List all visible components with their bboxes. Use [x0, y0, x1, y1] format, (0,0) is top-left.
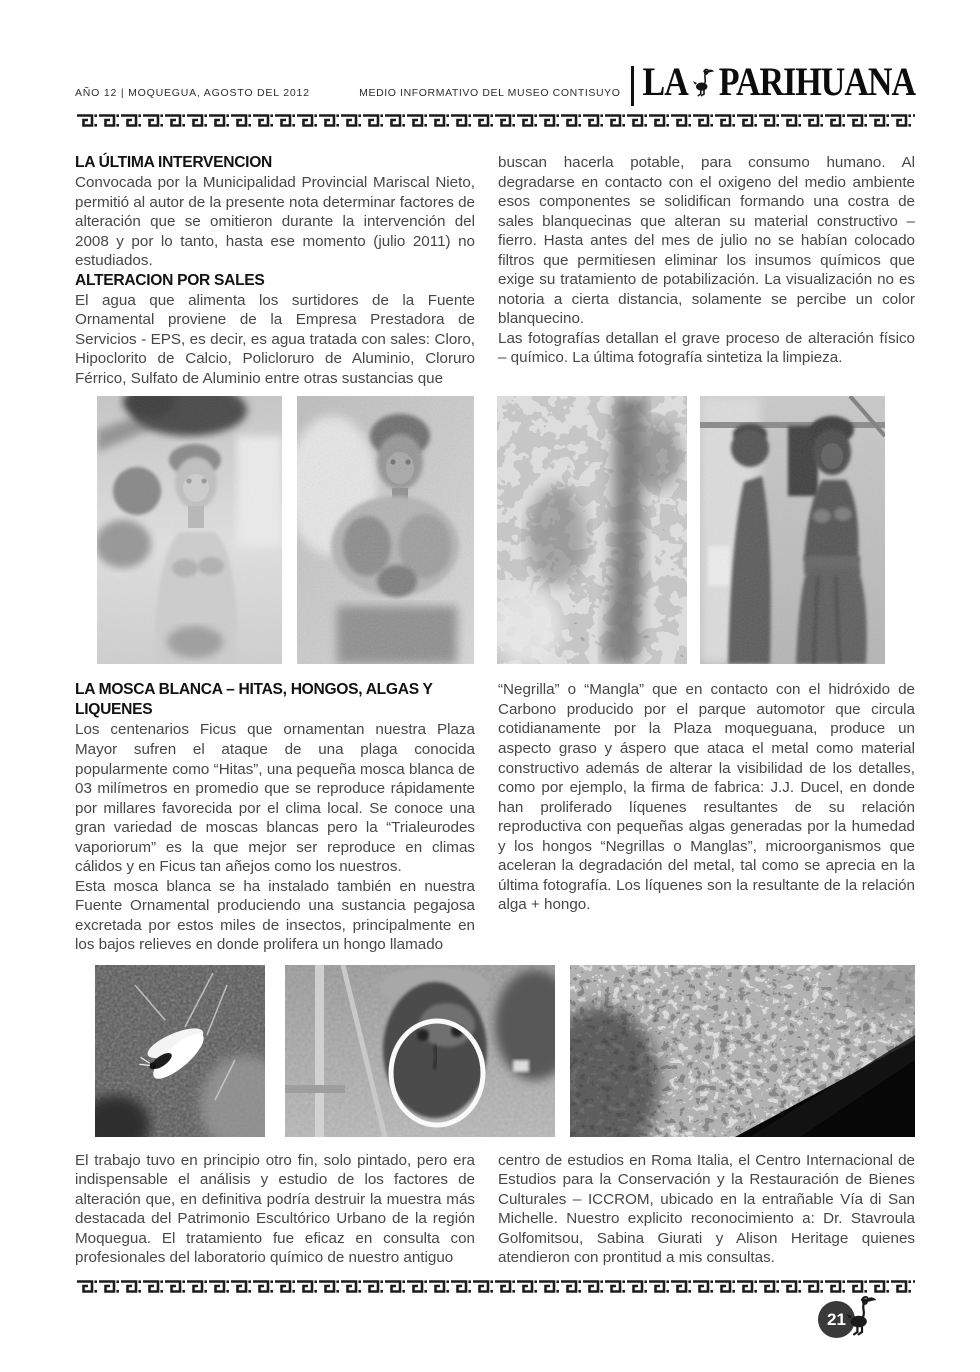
footer — [0, 1299, 980, 1351]
photo-mosca-blanca — [95, 965, 265, 1137]
masthead — [75, 60, 915, 106]
heading-alteracion-por-sales: ALTERACION POR SALES — [75, 271, 265, 289]
masthead-right — [359, 60, 915, 106]
paragraph: “Negrilla” o “Mangla” que en contacto con el hidróxido de Carbono producido por el parque automotor que circula cotidianamente por la Plaza moqueguana, produce un aspecto graso y áspero que ataca el metal como material constructivo además de alterar la visibilidad de los detalles, como por ejemplo, la firma de fabrica: J.J. Ducel, en donde han proliferado líquenes resultantes de su relación reproductiva con pequeñas algas generadas por la humedad y los hongos “Negrillas o Manglas”, microorganismos que aceleran la degradación del metal, tal como se aprecia en la última fotografía. Los líquenes son la resultante de la relación alga + hongo. — [498, 681, 915, 914]
photo-row-detalles — [75, 965, 915, 1137]
column-left — [75, 153, 475, 388]
issue-info: AÑO 12 | MOQUEGUA, AGOSTO DEL 2012 — [75, 87, 310, 99]
parihuana-bird-icon — [845, 1293, 879, 1342]
parihuana-bird-icon — [692, 67, 716, 102]
photo-statue-dark-figures — [700, 396, 885, 664]
section-intervencion — [75, 153, 915, 388]
logo-article: LA — [642, 60, 688, 105]
column-left — [75, 680, 475, 954]
paragraph: Las fotografías detallan el grave proceso de alteración físico – químico. La última fotografía sintetiza la limpieza. — [498, 329, 915, 367]
column-right — [498, 680, 915, 954]
logo-name: PARIHUANA — [718, 60, 915, 105]
column-right — [498, 153, 915, 388]
heading-ultima-intervencion: LA ÚLTIMA INTERVENCION — [75, 154, 272, 171]
paragraph: centro de estudios en Roma Italia, el Centro Internacional de Estudios para la Conservación y la Restauración de Bienes Culturales – ICCROM, ubicado en la entrañable Vía di San Michelle. Nuestro explicito reconocimiento a: Dr. Stavroula Golfomitsou, Sabina Giurati y Alison Heritage quienes atendieron con prontitud a mis consultas. — [498, 1151, 915, 1267]
tagline: MEDIO INFORMATIVO DEL MUSEO CONTISUYO — [359, 87, 621, 99]
photo-row-statues — [75, 396, 915, 664]
paragraph: El agua que alimenta los surtidores de la Fuente Ornamental proviene de la Empresa Prestadora de Servicios - EPS, es decir, es agua tratada con sales: Cloro, Hipoclorito de Calcio, Policloruro de Aluminio, Cloruro Férrico, Sulfato de Aluminio entre otras sustancias que — [75, 291, 475, 387]
page-number-badge — [818, 1299, 888, 1351]
andean-fret-border-bottom — [75, 1278, 915, 1295]
column-left — [75, 1151, 475, 1268]
photo-mascaron-circulo — [285, 965, 555, 1137]
photo-statue-bust-front — [97, 396, 282, 664]
paragraph: Esta mosca blanca se ha instalado también en nuestra Fuente Ornamental produciendo una sustancia pegajosa excretada por estos miles de insectos, principalmente en los bajos relieves en donde prolifera un hongo llamado — [75, 877, 475, 954]
column-right — [498, 1151, 915, 1268]
page-number: 21 — [818, 1301, 855, 1338]
paragraph: Convocada por la Municipalidad Provincial Mariscal Nieto, permitió al autor de la presente nota determinar factores de alteración que se omitieron durante la intervención del 2008 y por lo tanto, hasta ese momento (julio 2011) no estudiados. — [75, 174, 475, 270]
heading-mosca-blanca: LA MOSCA BLANCA – HITAS, HONGOS, ALGAS Y LIQUENES — [75, 681, 433, 719]
photo-statue-drapery-detail — [497, 396, 687, 664]
section-mosca-blanca — [75, 680, 915, 954]
paragraph: buscan hacerla potable, para consumo humano. Al degradarse en contacto con el oxigeno del medio ambiente esos componentes se solidifican formando una costra de sales blanquecinas que alteran su material constructivo –fierro. Hasta antes del mes de julio no se habían colocado filtros que permitiesen eliminar los insumos químicos que exige su tratamiento de potabilización. La visualización no es notoria a cierta distancia, solamente se percibe un color blanquecino. — [498, 154, 915, 328]
section-tratamiento — [75, 1151, 915, 1268]
paragraph: Los centenarios Ficus que ornamentan nuestra Plaza Mayor sufren el ataque de una plaga conocida popularmente como “Hitas”, una pequeña mosca blanca de 03 milímetros en promedio que se reproduce rápidamente por millares favorecida por el clima local. Se conoce una gran variedad de moscas blancas pero la “Trialeurodes vaporiorum” es la que mejor ser reproduce en climas cálidos y en Ficus tan añejos como los nuestros. — [75, 721, 475, 876]
paragraph: El trabajo tuvo en principio otro fin, solo pintado, pero era indispensable el análisis y estudio de los factores de alteración que, en definitiva podría destruir la muestra más destacada del Patrimonio Escultórico Urbano de la región Moquegua. El tratamiento fue eficaz en consulta con profesionales del laboratorio químico de nuestro antiguo — [75, 1151, 475, 1267]
logo — [631, 60, 915, 106]
photo-statue-lace-collar — [297, 396, 474, 664]
photo-liquenes-textura — [570, 965, 915, 1137]
andean-fret-border-top — [75, 112, 915, 129]
